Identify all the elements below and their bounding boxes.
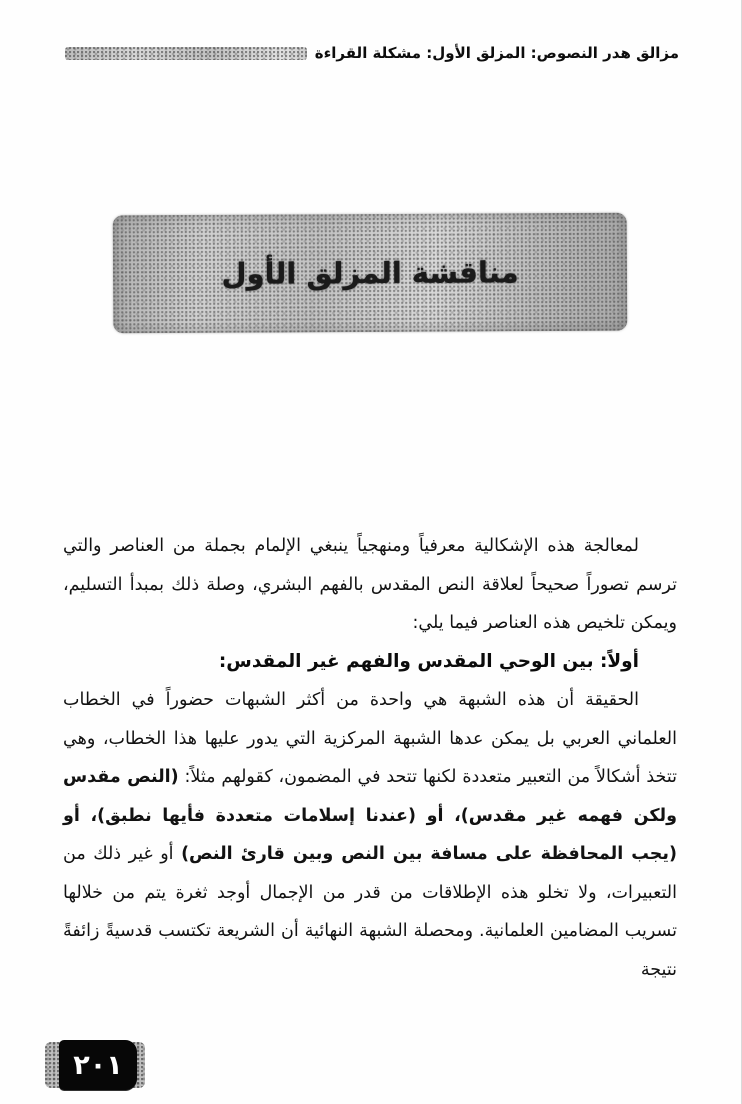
paragraph-discussion	[63, 681, 677, 989]
running-head: مزالق هدر النصوص: المزلق الأول: مشكلة القراءة	[314, 44, 679, 62]
paragraph-intro: لمعالجة هذه الإشكالية معرفياً ومنهجياً ينبغي الإلمام بجملة من العناصر والتي ترسم تصوراً صحيحاً لعلاقة النص المقدس بالفهم البشري، وصلة ذلك بمبدأ التسليم، ويمكن تلخيص هذه العناصر فيما يلي:	[63, 536, 677, 633]
section-banner-title: مناقشة المزلق الأول	[221, 255, 519, 291]
page-number: ٢٠١	[59, 1040, 137, 1090]
discussion-text-lead: الحقيقة أن هذه الشبهة هي واحدة من أكثر الشبهات حضوراً في الخطاب العلماني العربي بل يمكن عدها الشبهة المركزية التي يدور عليها هذا الخطاب، وهي تتخذ أشكالاً من التعبير متعددة لكنها تتحد في المضمون، كقولهم مثلاً:	[63, 690, 677, 787]
page-header	[61, 44, 679, 62]
discussion-quoted-expressions: (النص مقدس ولكن فهمه غير مقدس)، أو (عندنا إسلامات متعددة فأيها نطبق)، أو (يجب المحافظة على مسافة بين النص وبين قارئ النص)	[63, 767, 677, 864]
header-halftone-rule	[65, 47, 307, 60]
discussion-text-tail: أو غير ذلك من التعبيرات، ولا تخلو هذه الإطلاقات من قدر من الإجمال أوجد ثغرة يتم من خلالها تسريب المضامين العلمانية. ومحصلة الشبهة النهائية أن الشريعة تكتسب قدسيةً زائفةً نتيجة	[63, 844, 677, 980]
section-banner	[113, 213, 628, 334]
subheading-first-point: أولاً: بين الوحي المقدس والفهم غير المقدس:	[218, 650, 639, 672]
page-body	[63, 527, 677, 989]
